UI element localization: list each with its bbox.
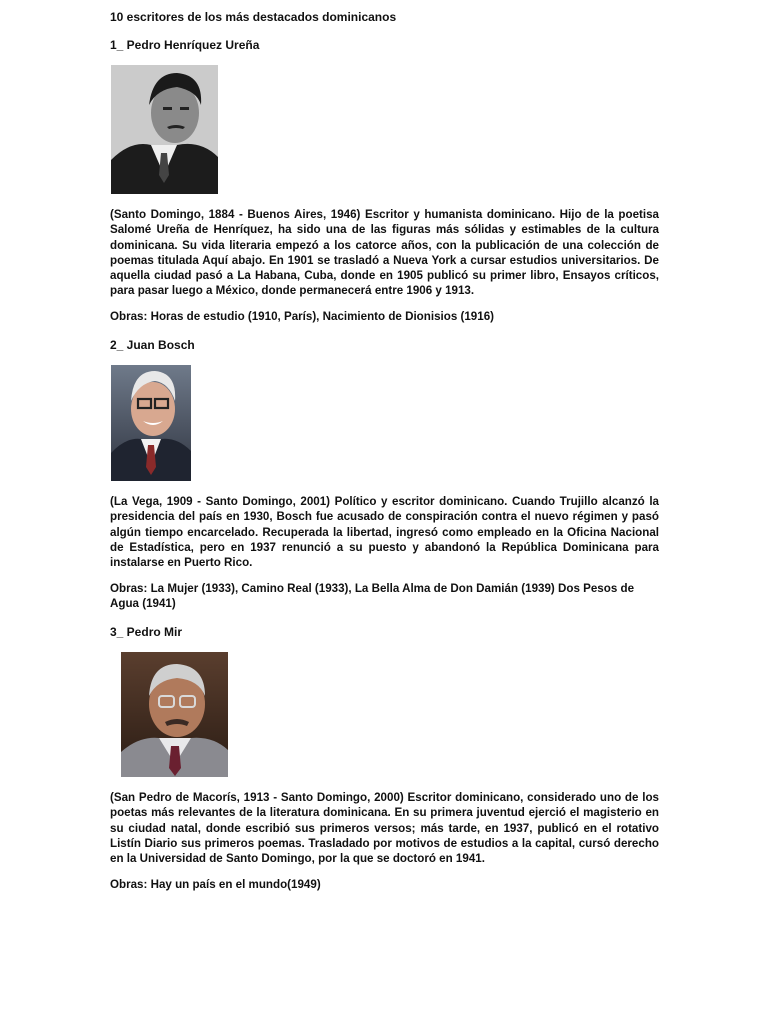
writer-works: Obras: Horas de estudio (1910, París), Nacimiento de Dionisios (1916): [110, 309, 495, 323]
writer-bio: (Santo Domingo, 1884 - Buenos Aires, 1946) Escritor y humanista dominicano. Hijo de la poetisa Salomé Ureña de Henríquez, ha sido una de las figuras más sólidas y estimables de la cultura dominicana. Su vida literaria empezó a los catorce años, con la publicación de una colección de poemas titulada Aquí abajo. En 1901 se trasladó a Nueva York a cursar estudios universitarios. De aquella ciudad pasó a La Habana, Cuba, donde en 1905 publicó su primer libro, Ensayos críticos, para pasar luego a México, donde permanecerá entre 1906 y 1913.: [110, 208, 659, 298]
portrait-photo-icon: [111, 65, 218, 194]
writer-works: Obras: Hay un país en el mundo(1949): [110, 877, 321, 891]
document-page: [110, 10, 659, 906]
portrait-photo-icon: [121, 652, 228, 777]
writer-heading: 2_ Juan Bosch: [110, 338, 195, 353]
writer-bio: (La Vega, 1909 - Santo Domingo, 2001) Político y escritor dominicano. Cuando Trujillo alcanzó la presidencia del país en 1930, Bosch fue acusado de conspiración contra el nuevo régimen y pasó algún tiempo encarcelado. Recuperada la libertad, ingresó como empleado en la Oficina Nacional de Estadística, pero en 1937 renunció a su puesto y abandonó la República Dominicana para instalarse en Puerto Rico.: [110, 495, 659, 570]
writer-section-2: [110, 338, 659, 611]
writer-section-3: [110, 625, 659, 892]
portrait-photo-icon: [111, 365, 191, 481]
writer-works: Obras: La Mujer (1933), Camino Real (1933), La Bella Alma de Don Damián (1939) Dos Pesos de Agua (1941): [110, 581, 635, 610]
writer-section-1: [110, 38, 659, 324]
document-title: 10 escritores de los más destacados dominicanos: [110, 10, 397, 24]
writer-bio: (San Pedro de Macorís, 1913 - Santo Domingo, 2000) Escritor dominicano, considerado uno de los poetas más relevantes de la literatura dominicana. En su primera juventud ejerció el magisterio en su ciudad natal, donde escribió sus primeros versos; más tarde, en 1937, publicó en el rotativo Listín Diario sus primeros poemas. Trasladado por motivos de estudios a la capital, cursó derecho en la Universidad de Santo Domingo, por la que se doctoró en 1941.: [110, 791, 659, 866]
writer-heading: 1_ Pedro Henríquez Ureña: [110, 38, 260, 52]
writer-heading: 3_ Pedro Mir: [110, 625, 183, 640]
